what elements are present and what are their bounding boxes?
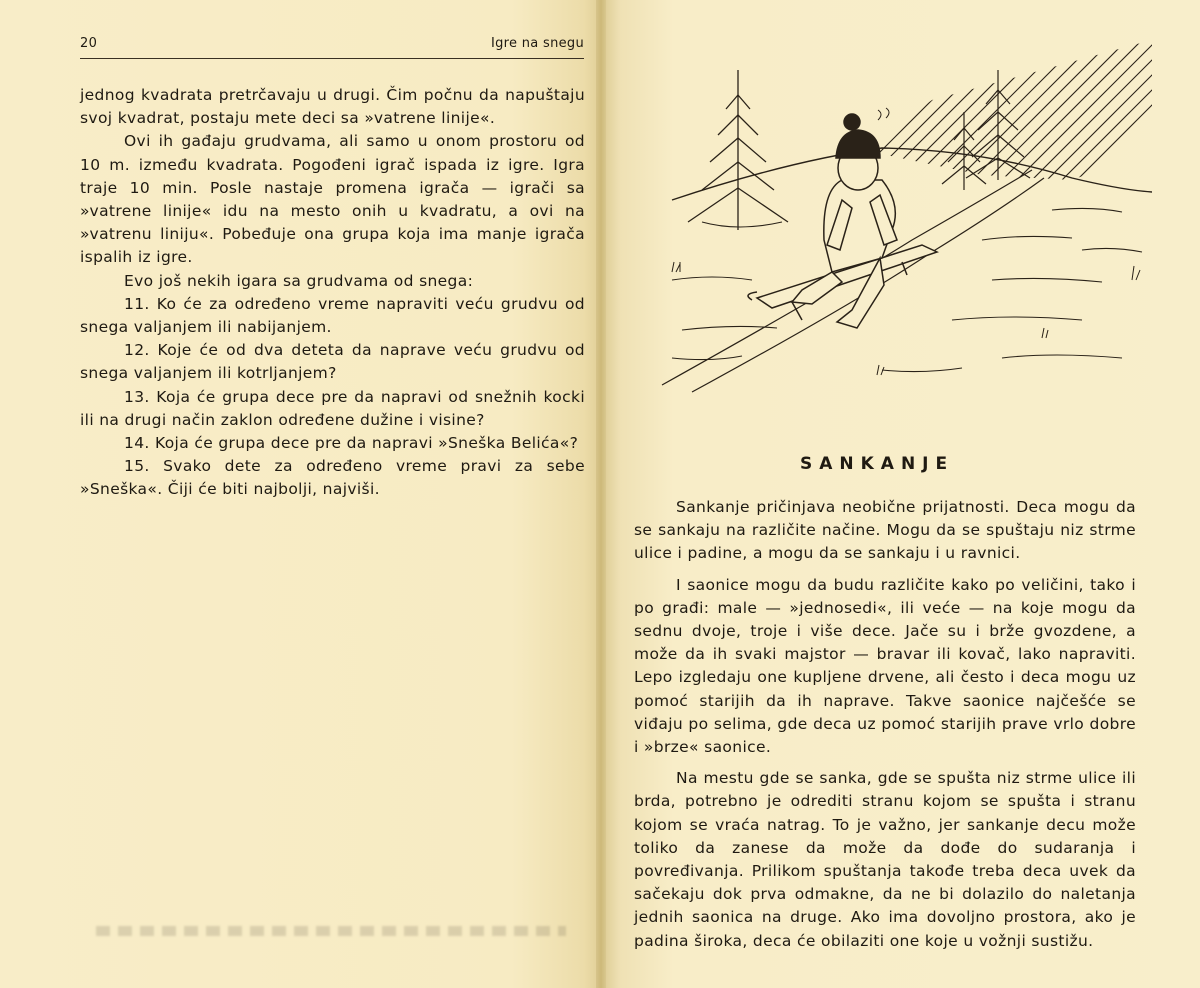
running-title: Igre na snegu <box>490 36 584 51</box>
section-title: SANKANJE <box>800 454 955 474</box>
list-item: 15. Svako dete za određeno vreme pravi za sebe »Sneška«. Čiji će biti najbolji, najviši. <box>80 457 585 499</box>
paragraph: Na mestu gde se sanka, gde se spušta niz strme ulice ili brda, potrebno je odrediti stranu kojom se spušta i stranu kojom se vraća natrag. To je važno, jer sankanje decu može toliko da zanese da može da dođe do sudaranja i povređivanja. Prilikom spuštanja takođe treba deca uvek da sačekaju dok prva odmakne, da ne bi dolazilo do naletanja jednih saonica na druge. Ako ima dovoljno prostora, ako je padina široka, deca će obilaziti one koje u vožnji sustižu. <box>634 769 1136 950</box>
child-sledding-illustration <box>652 40 1152 400</box>
paragraph: jednog kvadrata pretrčavaju u drugi. Čim počnu da napuštaju svoj kvadrat, postaju mete deci sa »vatrene linije«. <box>80 86 585 128</box>
list-item: 12. Koje će od dva deteta da naprave veću grudvu od snega valjanjem ili kotrljanjem? <box>80 341 585 383</box>
paragraph: Ovi ih gađaju grudvama, ali samo u onom prostoru od 10 m. između kvadrata. Pogođeni igrač ispada iz igre. Igra traje 10 min. Posle nastaje promena igrača — igrači sa »vatrene linije« idu na mesto onih u kvadratu, a ovi na »vatrenu liniju«. Pobeđuje ona grupa koja ima manje igrača ispalih iz igre. <box>80 132 585 267</box>
paragraph: Evo još nekih igara sa grudvama od snega: <box>124 271 474 290</box>
list-item: 14. Koja će grupa dece pre da napravi »Sneška Belića«? <box>124 434 579 453</box>
page-number: 20 <box>80 36 98 51</box>
right-page-body <box>634 496 1136 961</box>
show-through-text <box>96 926 566 936</box>
left-page-body <box>80 84 585 502</box>
paragraph: Sankanje pričinjava neobične prijatnosti. Deca mogu da se sankaju na različite načine. Mogu da se spuštaju niz strme ulice i padine, a mogu da se sankaju i u ravnici. <box>634 498 1136 563</box>
book-gutter <box>596 0 606 988</box>
header-rule <box>80 58 584 59</box>
paragraph: I saonice mogu da budu različite kako po veličini, tako i po građi: male — »jednosedi«, ili veće — na koje mogu da sednu dvoje, troje i više dece. Jače su i brže gvozdene, a može da ih svaki majstor — bravar ili kovač, lako napraviti. Lepo izgledaju one kupljene drvene, ali često i deca mogu uz pomoć starijih da ih naprave. Takve saonice najčešće se viđaju po selima, gde deca uz pomoć starijih prave vrlo dobre i »brze« saonice. <box>634 575 1136 757</box>
list-item: 13. Koja će grupa dece pre da napravi od snežnih kocki ili na drugi način zaklon određene dužine i visine? <box>80 387 585 429</box>
list-item: 11. Ko će za određeno vreme napraviti veću grudvu od snega valjanjem ili nabijanjem. <box>80 294 585 337</box>
